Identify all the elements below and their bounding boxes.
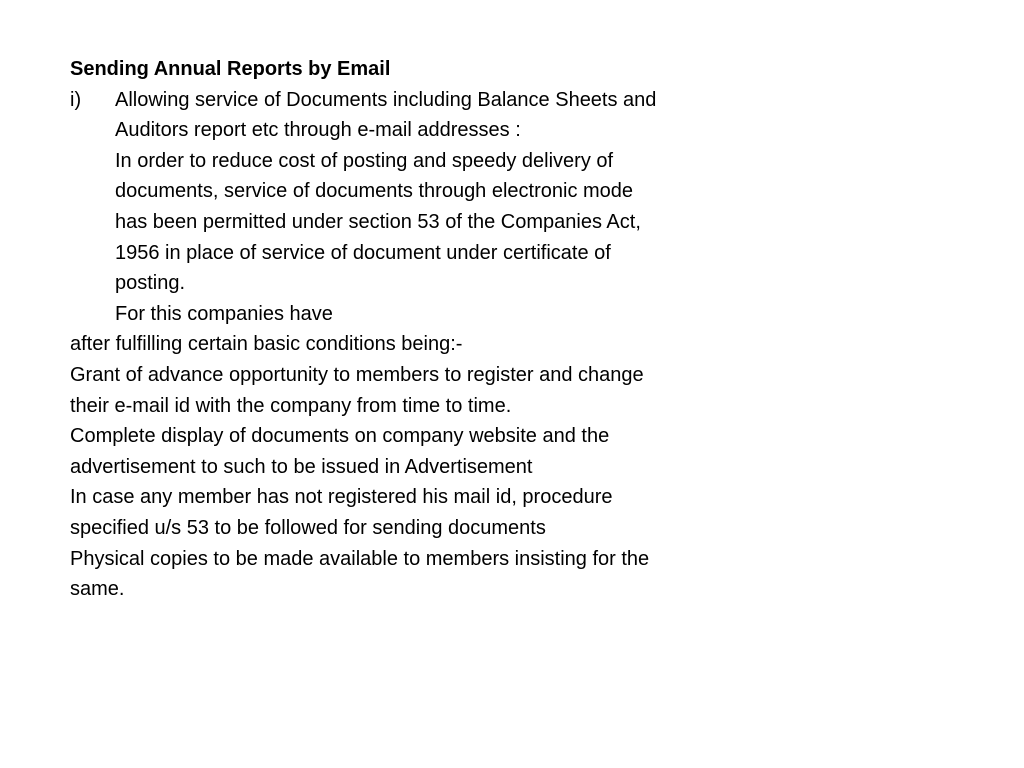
numbered-item: [70, 85, 770, 116]
item-line: In order to reduce cost of posting and speedy delivery of: [115, 149, 614, 172]
body-line: advertisement to such to be issued in Advertisement: [70, 455, 533, 478]
body-line: after fulfilling certain basic conditions being:-: [70, 333, 463, 356]
slide-title: Sending Annual Reports by Email: [70, 58, 391, 80]
body-line: Complete display of documents on company website and the: [70, 425, 610, 448]
item-line: documents, service of documents through electronic mode: [115, 180, 634, 203]
body-line: their e-mail id with the company from time to time.: [70, 394, 512, 417]
item-number: i): [70, 88, 82, 111]
item-line: 1956 in place of service of document under certificate of: [115, 241, 611, 264]
item-line: posting.: [115, 272, 186, 295]
slide-content: [70, 54, 770, 605]
item-line: has been permitted under section 53 of the Companies Act,: [115, 210, 641, 233]
body-line: Physical copies to be made available to members insisting for the: [70, 547, 650, 570]
body-line: Grant of advance opportunity to members to register and change: [70, 363, 644, 386]
body-line: same.: [70, 578, 125, 601]
item-line: Allowing service of Documents including Balance Sheets and: [115, 88, 657, 111]
item-line: Auditors report etc through e-mail addresses :: [115, 119, 521, 142]
body-line: In case any member has not registered his mail id, procedure: [70, 486, 613, 509]
body-line: specified u/s 53 to be followed for sending documents: [70, 516, 546, 539]
item-line: For this companies have: [115, 302, 333, 325]
